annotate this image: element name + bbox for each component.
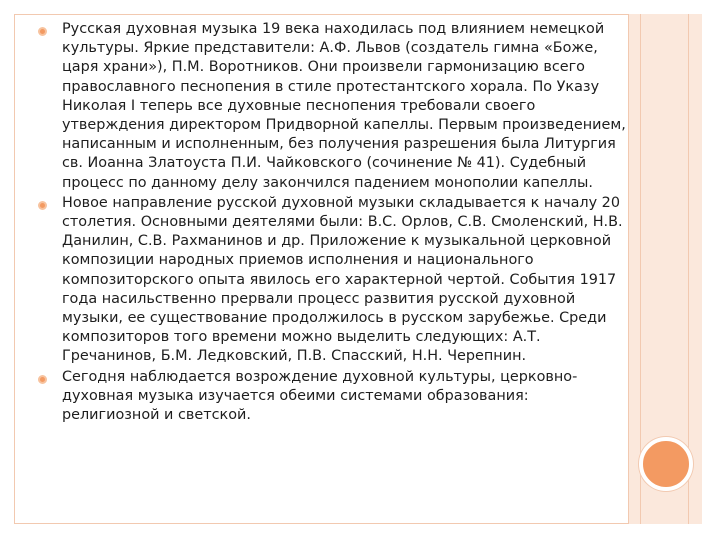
circle-bullet-icon — [38, 27, 47, 36]
decorative-strip-line-right — [688, 14, 689, 524]
bullet-item-1 — [38, 20, 628, 193]
decorative-strip-line-left — [640, 14, 641, 524]
bullet-text-1: Русская духовная музыка 19 века находилась под влиянием немецкой культуры. Яркие представители: А.Ф. Львов (создатель гимна «Боже, царя храни»), П.М. Воротников. Они произвели гармонизацию всего православного песнопения в стиле протестантского хорала. По Указу Николая I теперь все духовные песнопения требовали своего утверждения директором Придворной капеллы. Первым произведением, написанным и исполненным, без получения разрешения была Литургия св. Иоанна Златоуста П.И. Чайковского (сочинение № 41). Судебный процесс по данному делу закончился падением монополии капеллы. — [62, 21, 626, 191]
circle-bullet-icon — [38, 375, 47, 384]
slide-content — [38, 20, 628, 426]
bullet-item-3 — [38, 368, 628, 426]
decorative-circle-icon — [639, 437, 693, 491]
bullet-item-2 — [38, 194, 628, 367]
bullet-text-3: Сегодня наблюдается возрождение духовной культуры, церковно-духовная музыка изучается обеими системами образования: религиозной и светской. — [62, 368, 578, 424]
bullet-text-2: Новое направление русской духовной музыки складывается к началу 20 столетия. Основными деятелями были: В.С. Орлов, С.В. Смоленский, Н.В. Данилин, С.В. Рахманинов и др. Приложение к музыкальной церковной композиции народных приемов исполнения и национального композиторского опыта явилось его характерной чертой. События 1917 года насильственно прервали процесс развития русской духовной музыки, ее существование продолжилось в русском зарубежье. Среди композиторов того времени можно выделить следующих: А.Т. Гречанинов, Б.М. Ледковский, П.В. Спасский, Н.Н. Черепнин. — [62, 194, 623, 365]
circle-bullet-icon — [38, 201, 47, 210]
